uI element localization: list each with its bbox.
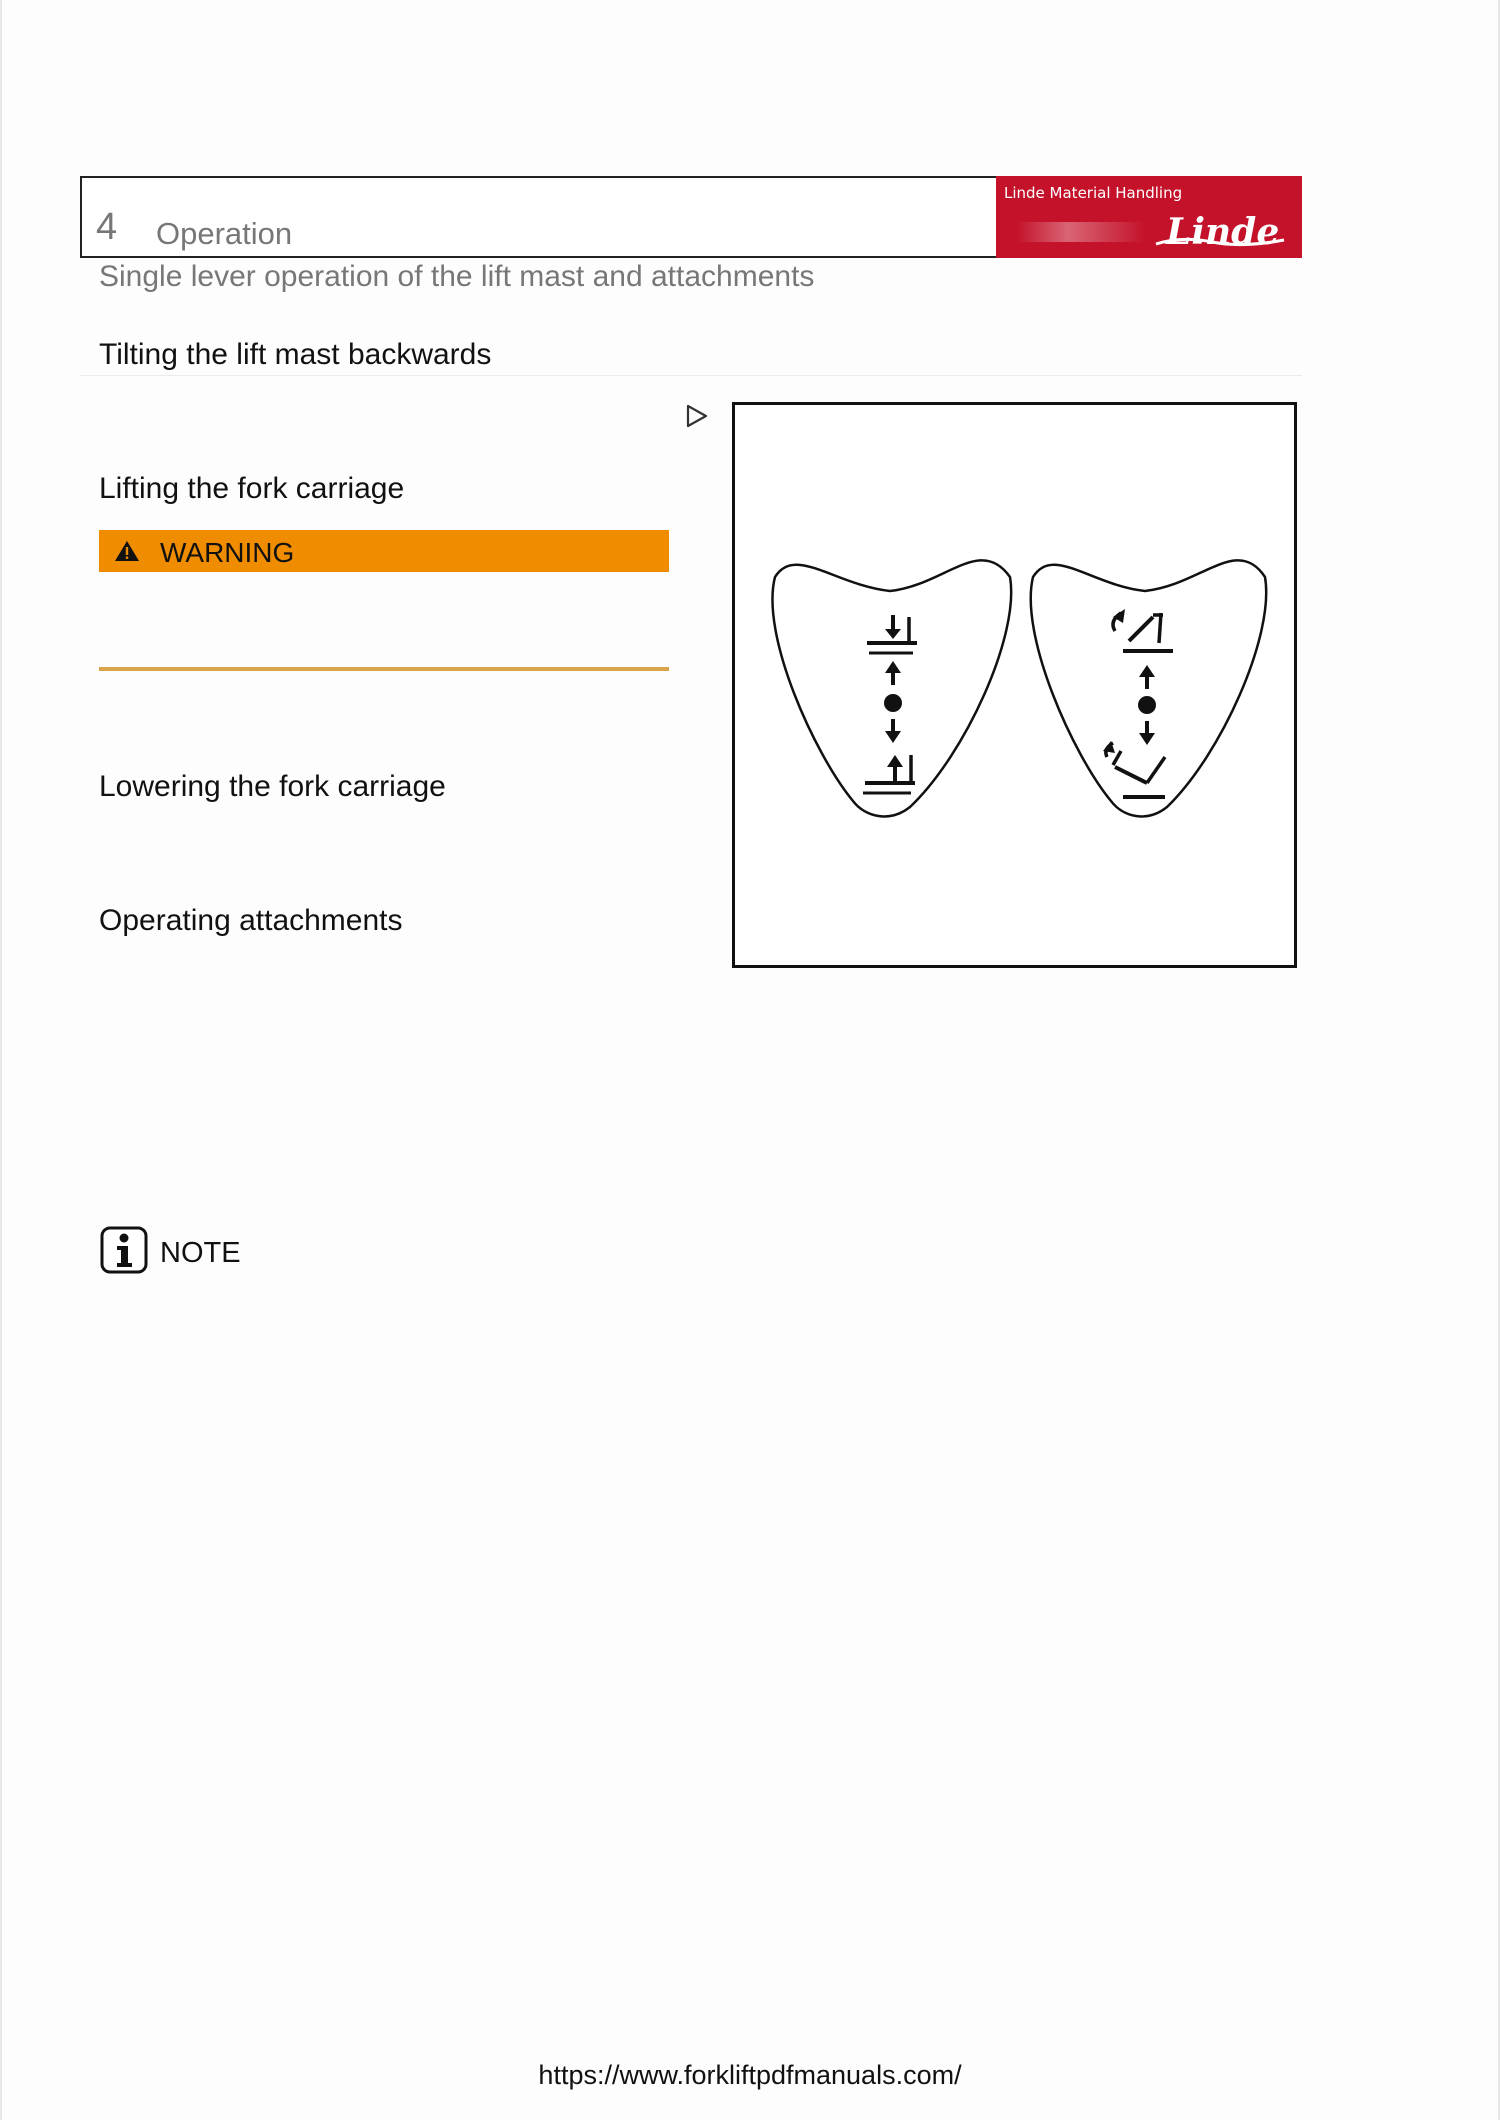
warning-rule (99, 667, 669, 671)
heading-lift-fork: Lifting the fork carriage (99, 472, 405, 505)
triangle-right-icon (685, 403, 709, 429)
page-header (80, 176, 1302, 258)
left-lever-outline (772, 560, 1011, 816)
footer-url[interactable]: https://www.forkliftpdfmanuals.com/ (538, 2060, 962, 2090)
warning-banner (99, 530, 669, 572)
heading-attachments: Operating attachments (99, 904, 403, 937)
warning-label: WARNING (160, 537, 295, 568)
lever-illustration (732, 402, 1297, 968)
info-icon (99, 1225, 149, 1275)
brand-gradient (1016, 222, 1146, 242)
chapter-title: Operation (156, 216, 293, 251)
lift-lower-symbols (863, 615, 917, 793)
warning-triangle-icon (113, 539, 141, 563)
linde-logo (1152, 214, 1292, 254)
heading-lower-fork: Lowering the fork carriage (99, 770, 446, 803)
brand-label: Linde Material Handling (1004, 184, 1183, 202)
heading-tilt-mast: Tilting the lift mast backwards (99, 338, 492, 371)
joystick-diagram (735, 405, 1294, 965)
note-label: NOTE (160, 1237, 241, 1269)
section-divider (80, 375, 1302, 376)
brand-banner (996, 176, 1302, 258)
section-subtitle: Single lever operation of the lift mast and attachments (99, 260, 815, 293)
chapter-number: 4 (96, 206, 118, 248)
svg-text:Linde: Linde (1166, 214, 1280, 253)
tilt-symbols (1103, 609, 1173, 797)
page-edge-left (0, 0, 2, 2120)
